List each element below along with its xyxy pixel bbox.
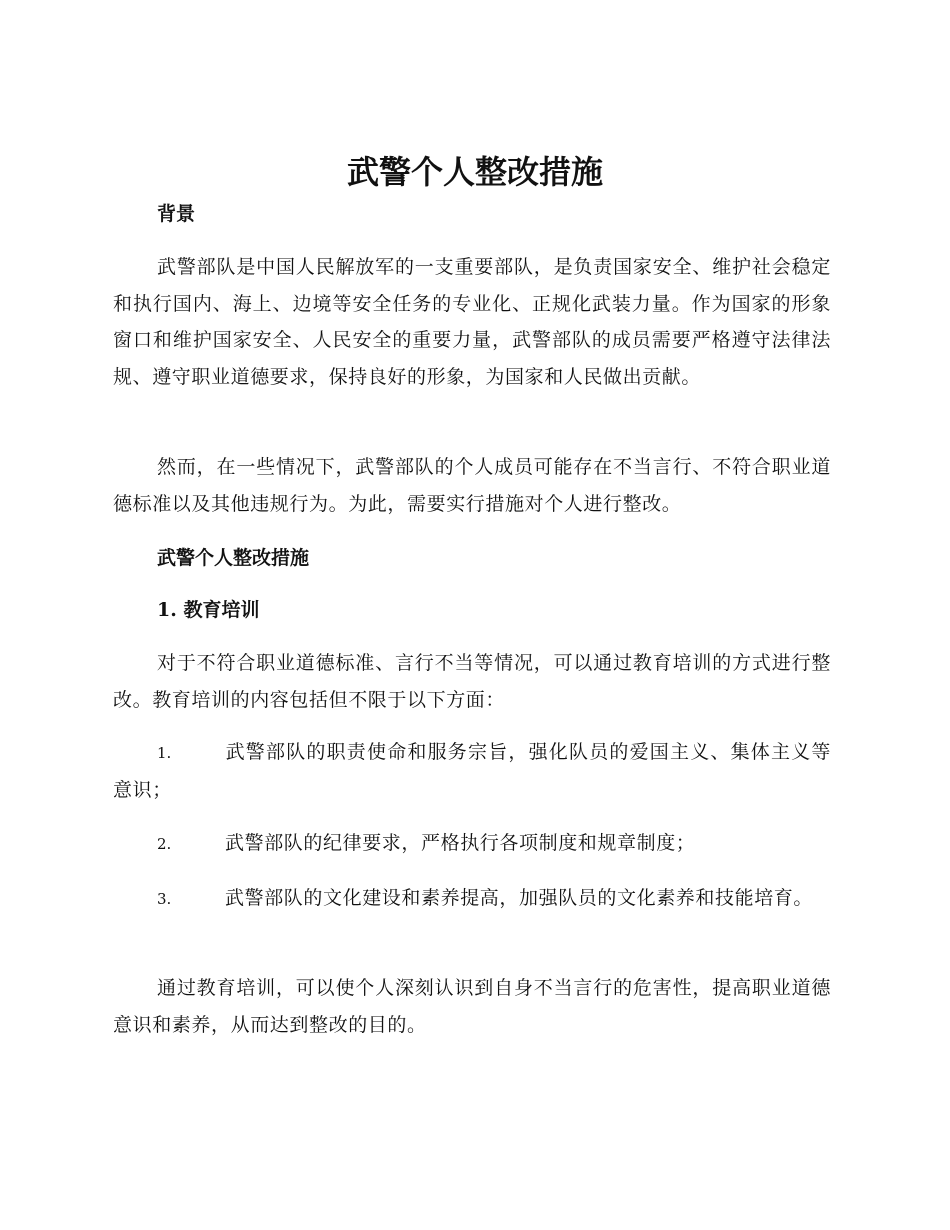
list-item-text: 武警部队的职责使命和服务宗旨，强化队员的爱国主义、集体主义等意识；	[113, 741, 831, 801]
section-heading-measures: 武警个人整改措施	[157, 547, 310, 569]
list-item-text: 武警部队的文化建设和素养提高，加强队员的文化素养和技能培育。	[225, 887, 814, 909]
list-item	[113, 880, 831, 918]
paragraph-background-1: 武警部队是中国人民解放军的一支重要部队，是负责国家安全、维护社会稳定和执行国内、海上、边境等安全任务的专业化、正规化武装力量。作为国家的形象窗口和维护国家安全、人民安全的重要力量，武警部队的成员需要严格遵守法律法规、遵守职业道德要求，保持良好的形象，为国家和人民做出贡献。	[113, 256, 831, 388]
list-item	[113, 734, 831, 808]
paragraph-training-conclusion: 通过教育培训，可以使个人深刻认识到自身不当言行的危害性，提高职业道德意识和素养，从而达到整改的目的。	[113, 977, 831, 1036]
list-item	[113, 825, 831, 863]
list-item-number: 3.	[157, 890, 172, 908]
paragraph-background-2: 然而，在一些情况下，武警部队的个人成员可能存在不当言行、不符合职业道德标准以及其他违规行为。为此，需要实行措施对个人进行整改。	[113, 456, 831, 515]
list-item-number: 1.	[157, 744, 172, 762]
list-item-number: 2.	[157, 835, 172, 853]
list-item-text: 武警部队的纪律要求，严格执行各项制度和规章制度；	[225, 832, 696, 854]
document-title: 武警个人整改措施	[346, 153, 603, 191]
subheading-education-training: 1. 教育培训	[157, 599, 260, 621]
paragraph-training-intro: 对于不符合职业道德标准、言行不当等情况，可以通过教育培训的方式进行整改。教育培训的内容包括但不限于以下方面：	[113, 652, 831, 711]
section-heading-background: 背景	[157, 203, 196, 225]
